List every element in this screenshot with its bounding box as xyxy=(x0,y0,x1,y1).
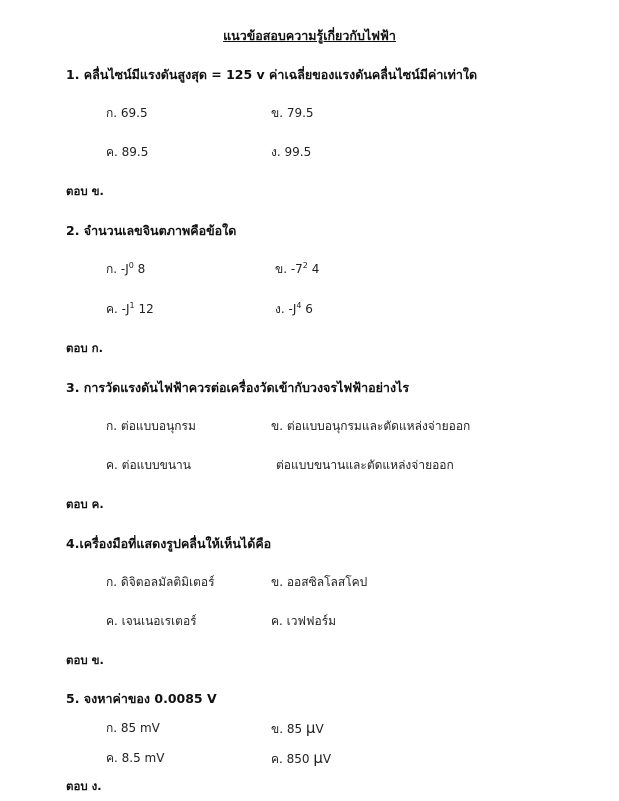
q4-option-d: ค. เวฟฟอร์ม xyxy=(271,614,337,628)
q2-option-c: ค. $-J^1$ 12 xyxy=(106,301,154,316)
q2-option-b: ข. $-7^2$ 4 xyxy=(275,261,320,276)
q4-option-a: ก. ดิจิตอลมัลติมิเตอร์ xyxy=(106,575,215,589)
question-1: 1. คลื่นไซน์มีแรงดันสูงสุด = 125 v ค่าเฉลี่ยของแรงดันคลื่นไซน์มีค่าเท่าใด xyxy=(66,67,478,82)
q1-option-d: ง. 99.5 xyxy=(271,145,312,159)
q4-option-c: ค. เจนเนอเรเตอร์ xyxy=(106,614,197,628)
q1-answer: ตอบ ข. xyxy=(66,184,104,198)
q4-answer: ตอบ ข. xyxy=(66,653,104,667)
question-4: 4.เครื่องมือที่แสดงรูปคลื่นให้เห็นได้คือ xyxy=(66,536,272,551)
q2-option-a: ก. $-J^0$ 8 xyxy=(106,261,146,276)
question-5: 5. จงหาค่าของ 0.0085 V xyxy=(66,691,217,706)
q5-option-c: ค. 8.5 mV xyxy=(106,751,165,765)
question-2: 2. จำนวนเลขจินตภาพคือข้อใด xyxy=(66,223,237,238)
q5-option-a: ก. 85 mV xyxy=(106,721,160,735)
q3-option-c: ค. ต่อแบบขนาน xyxy=(106,458,191,472)
q3-option-b: ข. ต่อแบบอนุกรมและตัดแหล่งจ่ายออก xyxy=(271,419,471,433)
q4-option-b: ข. ออสซิลโลสโคป xyxy=(271,575,368,589)
q2-option-d: ง. $-J^4$ 6 xyxy=(275,301,313,316)
q5-answer: ตอบ ง. xyxy=(66,779,102,793)
page-title: แนวข้อสอบความรู้เกี่ยวกับไฟฟ้า xyxy=(223,28,396,43)
q1-option-a: ก. 69.5 xyxy=(106,106,148,120)
q3-option-a: ก. ต่อแบบอนุกรม xyxy=(106,419,196,433)
q1-option-b: ข. 79.5 xyxy=(271,106,314,120)
q5-option-b: ข. 85 μV xyxy=(271,719,324,737)
q5-option-d: ค. 850 μV xyxy=(271,749,332,767)
question-3: 3. การวัดแรงดันไฟฟ้าควรต่อเครื่องวัดเข้ากับวงจรไฟฟ้าอย่างไร xyxy=(66,380,410,395)
q3-answer: ตอบ ค. xyxy=(66,497,104,511)
q1-option-c: ค. 89.5 xyxy=(106,145,149,159)
q3-option-d: ต่อแบบขนานและตัดแหล่งจ่ายออก xyxy=(276,458,454,472)
q2-answer: ตอบ ก. xyxy=(66,341,104,355)
